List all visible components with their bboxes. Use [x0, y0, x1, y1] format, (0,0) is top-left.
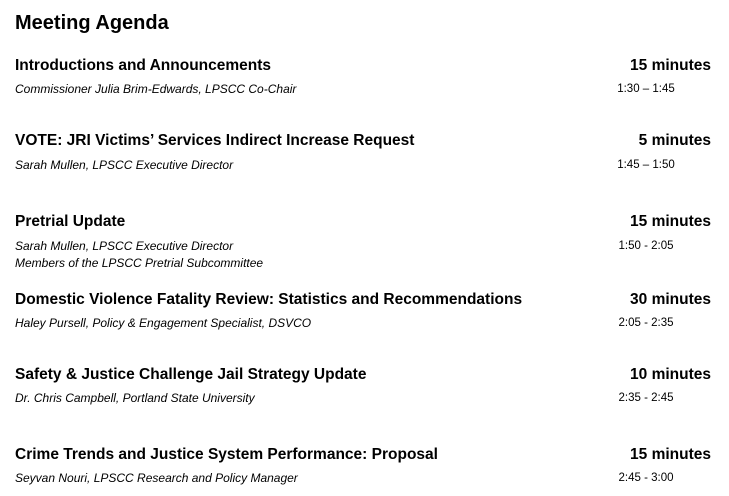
agenda-item-presenter: Seyvan Nouri, LPSCC Research and Policy Manager: [15, 471, 298, 485]
agenda-item-title: Crime Trends and Justice System Performance: Proposal: [15, 446, 438, 463]
agenda-item-time: 2:45 - 3:00: [618, 472, 674, 484]
agenda-item-time: 1:30 – 1:45: [617, 83, 675, 95]
agenda-item-title: Safety & Justice Challenge Jail Strategy Update: [15, 366, 367, 383]
agenda-item-title: Domestic Violence Fatality Review: Statistics and Recommendations: [15, 291, 523, 308]
agenda-item-presenter: Sarah Mullen, LPSCC Executive Director: [15, 158, 234, 172]
agenda-item-duration: 10 minutes: [630, 366, 711, 383]
agenda-item-presenter: Dr. Chris Campbell, Portland State University: [15, 391, 255, 405]
agenda-item-time: 2:35 - 2:45: [618, 392, 674, 404]
agenda-item-time: 2:05 - 2:35: [618, 317, 674, 329]
agenda-item-time: 1:50 - 2:05: [618, 240, 674, 252]
agenda-item-presenter: Sarah Mullen, LPSCC Executive Director: [15, 239, 234, 253]
agenda-item-title: VOTE: JRI Victims’ Services Indirect Increase Request: [15, 132, 415, 149]
agenda-item-title: Introductions and Announcements: [15, 57, 272, 74]
agenda-item-duration: 5 minutes: [638, 132, 711, 149]
agenda-item-duration: 15 minutes: [630, 446, 711, 463]
agenda-item-presenter: Members of the LPSCC Pretrial Subcommittee: [15, 256, 264, 270]
agenda-item-presenter: Commissioner Julia Brim-Edwards, LPSCC Co-Chair: [15, 82, 297, 96]
agenda-item-duration: 15 minutes: [630, 213, 711, 230]
agenda-item-presenter: Haley Pursell, Policy & Engagement Specialist, DSVCO: [15, 316, 312, 330]
agenda-item-time: 1:45 – 1:50: [617, 159, 675, 171]
agenda-item-title: Pretrial Update: [15, 213, 126, 230]
agenda-item-duration: 30 minutes: [630, 291, 711, 308]
agenda-item-duration: 15 minutes: [630, 57, 711, 74]
page-title: Meeting Agenda: [15, 12, 169, 34]
